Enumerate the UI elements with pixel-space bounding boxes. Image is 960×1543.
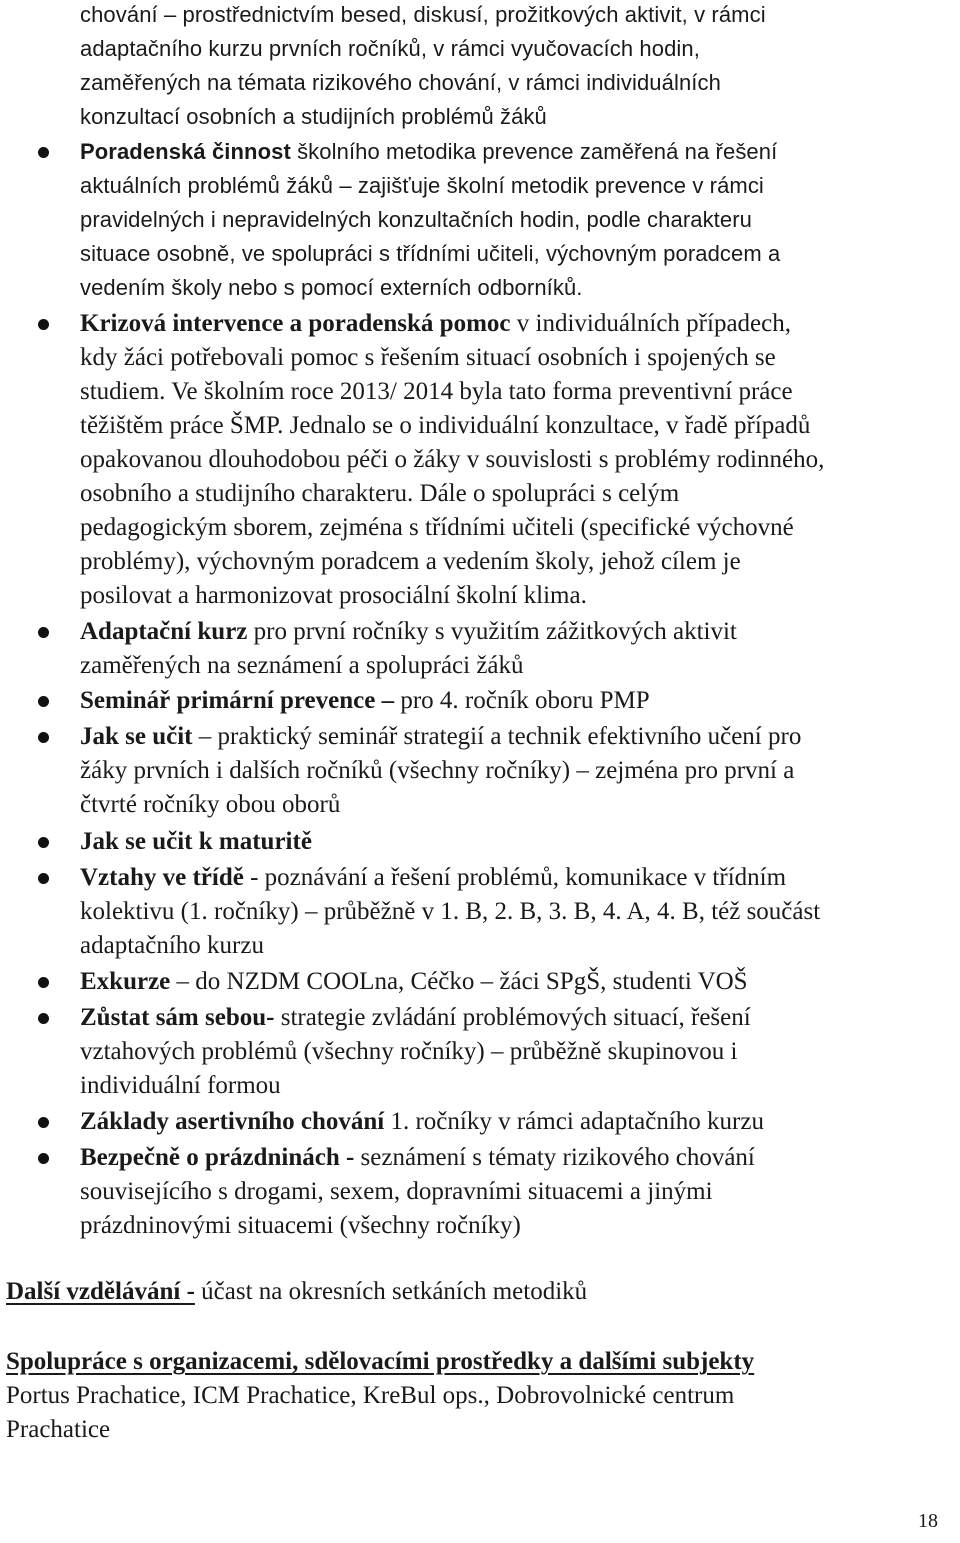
item-title: Vztahy ve třídě	[80, 864, 244, 891]
text-line: zaměřených na témata rizikového chování, v rámci individuálních	[80, 70, 721, 95]
item-title: Základy asertivního chování	[80, 1108, 385, 1135]
text-line: adaptačního kurzu prvních ročníků, v rámci vyučovacích hodin,	[80, 36, 700, 61]
list-item-first-line	[80, 615, 737, 649]
list-item-first-line	[80, 1001, 751, 1035]
section-heading: Spolupráce s organizacemi, sdělovacími prostředky a dalšími subjekty	[6, 1348, 755, 1375]
bullet-icon	[38, 1013, 49, 1024]
text-line: Portus Prachatice, ICM Prachatice, KreBul ops., Dobrovolnické centrum	[6, 1382, 735, 1409]
text-line: žáky prvních i dalších ročníků (všechny ročníky) – zejména pro první a	[80, 757, 795, 784]
bullet-icon	[38, 837, 49, 848]
text-line: problémy), výchovným poradcem a vedením školy, jehož cílem je	[80, 548, 741, 575]
bullet-icon	[38, 696, 49, 707]
list-item-first-line	[80, 1141, 755, 1175]
bullet-icon	[38, 732, 49, 743]
text-line: Prachatice	[6, 1416, 111, 1443]
list-item-first-line	[80, 1105, 764, 1139]
list-item-first-line	[80, 965, 748, 999]
list-item-first-line	[80, 861, 786, 895]
text-line: konzultací osobních a studijních problémů žáků	[80, 104, 547, 129]
list-item-first-line	[80, 684, 650, 718]
text-line: prázdninovými situacemi (všechny ročníky)	[80, 1212, 521, 1239]
text-line: chování – prostřednictvím besed, diskusí, prožitkových aktivit, v rámci	[80, 2, 766, 27]
list-item-first-line	[80, 307, 791, 341]
text-line: kdy žáci potřebovali pomoc s řešením situací osobních i spojených se	[80, 344, 776, 371]
text-line: opakovanou dlouhodobou péči o žáky v souvislosti s problémy rodinného,	[80, 446, 825, 473]
text-line: vztahových problémů (všechny ročníky) – průběžně skupinovou i	[80, 1038, 738, 1065]
further-education-section	[6, 1275, 946, 1309]
item-title: Zůstat sám sebou-	[80, 1004, 275, 1031]
cooperation-section	[6, 1345, 946, 1447]
text-line: aktuálních problémů žáků – zajišťuje školní metodik prevence v rámci	[80, 173, 764, 198]
item-text: – praktický seminář strategií a technik efektivního učení pro	[192, 723, 802, 750]
text-line: adaptačního kurzu	[80, 932, 264, 959]
item-text: pro 4. ročník oboru PMP	[394, 687, 650, 714]
item-text: seznámení s tématy rizikového chování	[354, 1144, 755, 1171]
list-item-first-line	[80, 135, 777, 169]
text-line: pedagogickým sborem, zejména s třídními učiteli (specifické výchovné	[80, 514, 794, 541]
item-text: školního metodika prevence zaměřená na řešení	[290, 139, 778, 164]
bullet-icon	[38, 1117, 49, 1128]
text-line: souvisejícího s drogami, sexem, dopravními situacemi a jinými	[80, 1178, 713, 1205]
page-number: 18	[918, 1510, 938, 1532]
text-line: studiem. Ve školním roce 2013/ 2014 byla tato forma preventivní práce	[80, 378, 793, 405]
item-title: Seminář primární prevence –	[80, 687, 395, 714]
item-title: Krizová intervence a poradenská pomoc	[80, 310, 511, 337]
item-title: Jak se učit k maturitě	[80, 828, 312, 855]
item-text: v individuálních případech,	[510, 310, 791, 337]
text-line: kolektivu (1. ročníky) – průběžně v 1. B, 2. B, 3. B, 4. A, 4. B, též součást	[80, 898, 821, 925]
item-text: – do NZDM COOLna, Céčko – žáci SPgŠ, studenti VOŠ	[170, 968, 748, 995]
text-line: osobního a studijního charakteru. Dále o spolupráci s celým	[80, 480, 680, 507]
section-text: účast na okresních setkáních metodiků	[194, 1278, 588, 1305]
item-text: 1. ročníky v rámci adaptačního kurzu	[384, 1108, 764, 1135]
text-line: zaměřených na seznámení a spolupráci žáků	[80, 652, 524, 679]
bullet-icon	[38, 977, 49, 988]
bullet-icon	[38, 1153, 49, 1164]
text-line: čtvrté ročníky obou oborů	[80, 791, 341, 818]
item-text: - poznávání a řešení problémů, komunikace v třídním	[243, 864, 787, 891]
item-title: Exkurze	[80, 968, 171, 995]
bullet-icon	[38, 873, 49, 884]
further-education-line	[6, 1275, 946, 1309]
list-item-first-line	[80, 720, 801, 754]
item-title: Adaptační kurz	[80, 618, 248, 645]
bullet-icon	[38, 627, 49, 638]
bullet-icon	[38, 319, 49, 330]
text-line: posilovat a harmonizovat prosociální školní klima.	[80, 582, 587, 609]
bullet-icon	[38, 147, 49, 158]
text-line: těžištěm práce ŠMP. Jednalo se o individuální konzultace, v řadě případů	[80, 412, 811, 439]
list-item-first-line	[80, 825, 312, 859]
item-text: strategie zvládání problémových situací, řešení	[274, 1004, 751, 1031]
text-line: vedením školy nebo s pomocí externích odborníků.	[80, 275, 583, 300]
text-line: pravidelných i nepravidelných konzultačních hodin, podle charakteru	[80, 207, 752, 232]
item-text: pro první ročníky s využitím zážitkových aktivit	[247, 618, 737, 645]
item-title: Jak se učit	[80, 723, 193, 750]
section-heading: Další vzdělávání -	[6, 1278, 195, 1305]
item-title: Bezpečně o prázdninách -	[80, 1144, 355, 1171]
text-line: individuální formou	[80, 1072, 281, 1099]
item-title: Poradenská činnost	[80, 139, 291, 164]
text-line: situace osobně, ve spolupráci s třídními učiteli, výchovným poradcem a	[80, 241, 781, 266]
